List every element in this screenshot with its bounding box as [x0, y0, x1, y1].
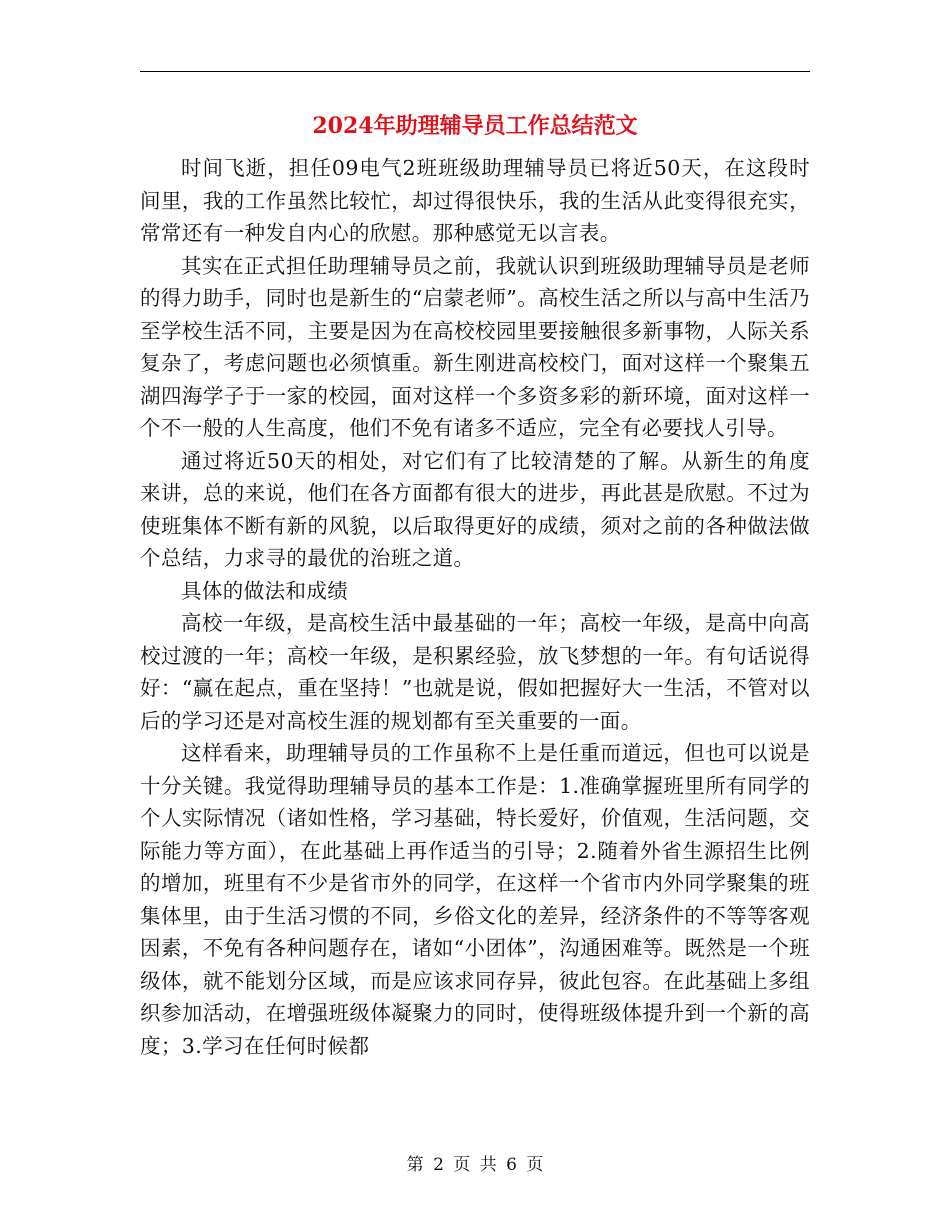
- section-heading: 具体的做法和成绩: [181, 578, 349, 603]
- document-title: 2024年助理辅导员工作总结范文: [312, 113, 638, 139]
- body-paragraph: 高校一年级，是高校生活中最基础的一年；高校一年级，是高中向高校过渡的一年；高校一年级，是积累经验，放飞梦想的一年。有句话说得好：“赢在起点，重在坚持！”也就是说，假如把握好大一生活，不管对以后的学习还是对高校生涯的规划都有至关重要的一面。: [140, 611, 810, 733]
- header-rule: [140, 71, 810, 72]
- body-paragraph: 其实在正式担任助理辅导员之前，我就认识到班级助理辅导员是老师的得力助手，同时也是新生的“启蒙老师”。高校生活之所以与高中生活乃至学校生活不同，主要是因为在高校校园里要接触很多新事物，人际关系复杂了，考虑问题也必须慎重。新生刚进高校校门，面对这样一个聚集五湖四海学子于一家的校园，面对这样一个多资多彩的新环境，面对这样一个不一般的人生高度，他们不免有诸多不适应，完全有必要找人引导。: [140, 253, 810, 440]
- body-paragraph: 时间飞逝，担任09电气2班班级助理辅导员已将近50天，在这段时间里，我的工作虽然比较忙，却过得很快乐，我的生活从此变得很充实，常常还有一种发自内心的欣慰。那种感觉无以言表。: [140, 156, 810, 245]
- body-paragraph: 通过将近50天的相处，对它们有了比较清楚的了解。从新生的角度来讲，总的来说，他们在各方面都有很大的进步，再此甚是欣慰。不过为使班集体不断有新的风貌，以后取得更好的成绩，须对之前的各种做法做个总结，力求寻的最优的治班之道。: [140, 448, 810, 570]
- document-body: [140, 152, 810, 1062]
- body-paragraph: 这样看来，助理辅导员的工作虽称不上是任重而道远，但也可以说是十分关键。我觉得助理辅导员的基本工作是：1.准确掌握班里所有同学的个人实际情况（诸如性格，学习基础，特长爱好，价值观，生活问题，交际能力等方面），在此基础上再作适当的引导；2.随着外省生源招生比例的增加，班里有不少是省市外的同学，在这样一个省市内外同学聚集的班集体里，由于生活习惯的不同，乡俗文化的差异，经济条件的不等等客观因素，不免有各种问题存在，诸如“小团体”，沟通困难等。既然是一个班级体，就不能划分区域，而是应该求同存异，彼此包容。在此基础上多组织参加活动，在增强班级体凝聚力的同时，使得班级体提升到一个新的高度；3.学习在任何时候都: [140, 741, 810, 1058]
- page-number-footer: 第 2 页 共 6 页: [406, 1155, 544, 1175]
